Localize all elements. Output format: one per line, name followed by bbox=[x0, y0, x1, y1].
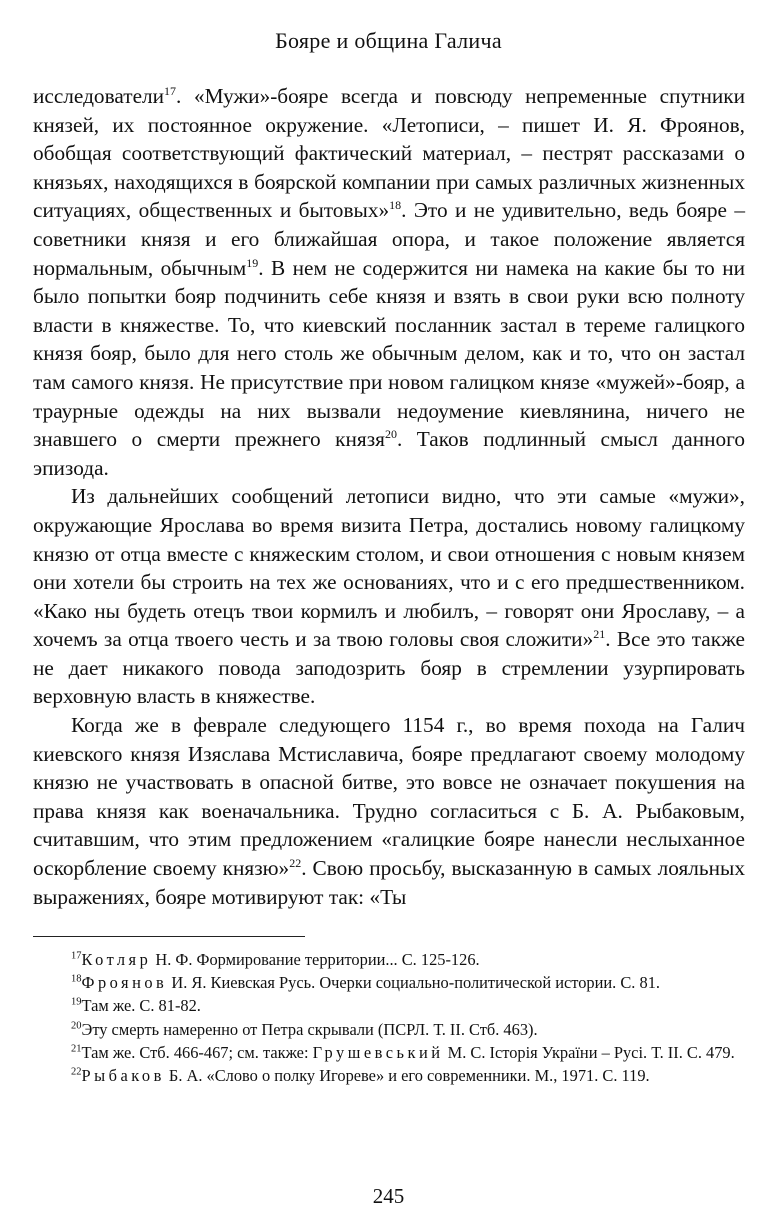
footnote-reference[interactable]: 18 bbox=[389, 198, 402, 213]
running-title: Бояре и община Галича bbox=[275, 28, 502, 53]
text-run: . Все это также не дает никакого повода заподозрить бояр в стремлении узурпировать верховную власть в княжестве. bbox=[33, 627, 745, 709]
footnote-reference[interactable]: 22 bbox=[289, 855, 302, 870]
footnote-reference[interactable]: 19 bbox=[246, 255, 259, 270]
footnote-reference[interactable]: 17 bbox=[164, 83, 177, 98]
footnotes bbox=[33, 948, 745, 1087]
text-run: . Свою просьбу, высказанную в самых лояльных выражениях, бояре мотивируют так: «Ты bbox=[33, 856, 745, 909]
footnote-author: Котляр bbox=[81, 950, 152, 969]
footnote-number: 18 bbox=[71, 973, 82, 985]
text-run: . Таков подлинный смысл данного эпизода. bbox=[33, 427, 745, 480]
paragraph bbox=[33, 711, 745, 911]
footnote-text: Там же. Стб. 466-467; см. также: bbox=[81, 1042, 313, 1062]
footnote-reference[interactable]: 20 bbox=[384, 427, 397, 442]
footnote-number: 22 bbox=[71, 1066, 82, 1078]
text-run: . Это и не удивительно, ведь бояре – советники князя и его ближайшая опора, и такое положение является нормальным, обычным bbox=[33, 198, 746, 280]
text-run: . «Мужи»-бояре всегда и повсюду непременные спутники князей, их постоянное окружение. «Летописи, – пишет И. Я. Фроянов, обобщая соответствующий фактический материал, – пестрят рассказами о князьях, находящихся в боярской компании при самых различных жизненных ситуациях, общественных и бытовых» bbox=[33, 84, 745, 223]
footnote bbox=[33, 994, 745, 1017]
footnote-text: И. Я. Киевская Русь. Очерки социально-политической истории. С. 81. bbox=[167, 973, 660, 993]
page-number: 245 bbox=[372, 1184, 405, 1208]
text-run: исследователи bbox=[33, 84, 165, 108]
footnote bbox=[33, 1041, 745, 1064]
footnote bbox=[33, 1018, 745, 1041]
footnote-number: 20 bbox=[71, 1020, 82, 1032]
text-run: . В нем не содержится ни намека на какие бы то ни было попытки бояр подчинить себе князя и взять в свои руки всю полноту власти в княжестве. То, что киевский посланник застал в тереме галицкого князя бояр, было для него столь же обычным делом, как и то, что он застал там самого князя. Не присутствие при новом галицком князе «мужей»-бояр, а траурные одежды на них вызвали недоумение киевлянина, ничего не знавшего о смерти прежнего князя bbox=[33, 255, 746, 452]
text-run: Когда же в феврале следующего 1154 г., во время похода на Галич киевского князя Изяслава Мстиславича, бояре предлагают своему молодому князю не участвовать в опасной битве, это вовсе не означает покушения на права князя как военачальника. Трудно согласиться с Б. А. Рыбаковым, считавшим, что этим предложением «галицкие бояре нанесли неслыханное оскорбление своему князю» bbox=[33, 713, 745, 881]
text-run: Из дальнейших сообщений летописи видно, что эти самые «мужи», окружающие Ярослава во время визита Петра, достались новому галицкому князю от отца вместе с княжеским столом, и свои отношения с новым князем они хотели бы строить на тех же основаниях, что и с его предшественником. «Како ны будеть отецъ твои кормилъ и любилъ, – говорят они Ярославу, – а хочемъ за отца твоего честь и за твою головы своя сложити» bbox=[33, 484, 745, 652]
footnote-text: Эту смерть намеренно от Петра скрывали (ПСРЛ. Т. II. Стб. 463). bbox=[81, 1019, 538, 1039]
footnote-author: Рыбаков bbox=[81, 1066, 165, 1086]
footnote-reference[interactable]: 21 bbox=[593, 627, 606, 642]
footnote-text: М. С. Історія України – Русі. Т. II. С. 479. bbox=[443, 1042, 735, 1062]
footnote-number: 21 bbox=[71, 1043, 82, 1055]
footnote bbox=[33, 1064, 745, 1087]
footnote-separator bbox=[33, 936, 305, 937]
main-text bbox=[33, 82, 745, 911]
footnote-author: Фроянов bbox=[81, 973, 168, 993]
footnote-author: Грушевський bbox=[312, 1042, 444, 1062]
footnote-text: Б. А. «Слово о полку Игореве» и его современники. М., 1971. С. 119. bbox=[164, 1066, 650, 1086]
footnote-text: Там же. С. 81-82. bbox=[81, 996, 201, 1016]
paragraph bbox=[33, 482, 745, 711]
paragraph bbox=[33, 82, 745, 482]
footnote bbox=[33, 971, 745, 994]
footnote-text: Н. Ф. Формирование территории... С. 125-126. bbox=[151, 950, 480, 969]
footnote-number: 19 bbox=[71, 996, 82, 1008]
footnote-number: 17 bbox=[71, 950, 82, 962]
footnote bbox=[33, 948, 745, 971]
